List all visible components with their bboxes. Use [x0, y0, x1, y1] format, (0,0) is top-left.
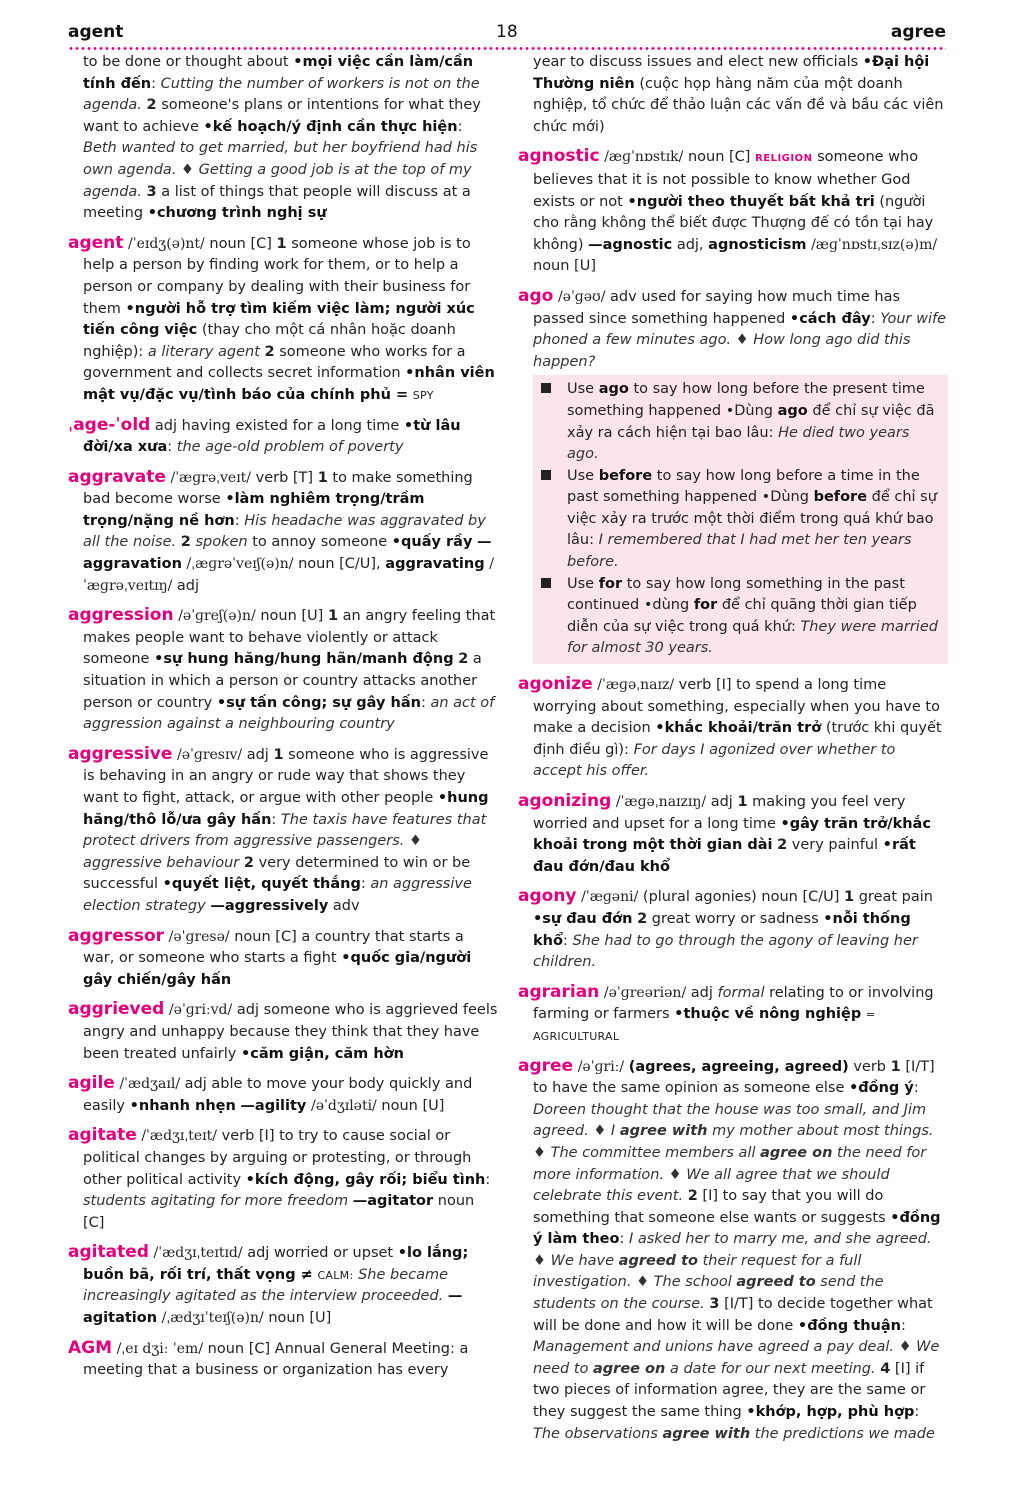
headword: agonizing	[518, 791, 612, 811]
headword: aggravate	[68, 466, 166, 487]
usage-note-item: Use ago to say how long before the present time something happened •Dùng ago để chỉ sự việc đã xảy ra cách hiện tại bao lâu: He died two years ago.	[541, 379, 938, 465]
headword: agitate	[68, 1125, 137, 1146]
left-guide-word: agent	[68, 22, 124, 42]
header-dotted-rule	[68, 47, 946, 50]
entry-agitate: agitate /ˈædʒɪˌteɪt/ verb [I] to try to cause social or political changes by arguing or protesting, or through other political activity •kích động, gây rối; biểu tình: students agitating for more freedom —agitator noun [C]	[68, 1125, 491, 1231]
entry-aggressor: aggressor /əˈɡresə/ noun [C] a country that starts a war, or someone who starts a fight •quốc gia/người gây chiến/gây hấn	[68, 925, 472, 988]
entry-agent: agent /ˈeɪdʒ(ə)nt/ noun [C] 1 someone whose job is to help a person by finding work for them, or to help a person or company by dealing with their business for them •người hỗ trợ tìm kiếm việc làm; người xúc tiến công việc (thay cho một cá nhân hoặc doanh nghiệp): a literary agent 2 someone who works for a government and collects secret information •nhân viên mật vụ/đặc vụ/tình báo của chính phủ = SPY	[68, 232, 495, 403]
headword: agree	[518, 1055, 574, 1076]
right-column	[518, 52, 948, 1453]
entry-agile: agile /ˈædʒaɪl/ adj able to move your body quickly and easily •nhanh nhẹn —agility /əˈdʒɪləti/ noun [U]	[68, 1073, 473, 1114]
right-guide-word: agree	[890, 22, 946, 42]
headword: aggression	[68, 605, 174, 626]
headword: aggrieved	[68, 999, 165, 1020]
entry-ago: ago /əˈɡəʊ/ adv used for saying how much time has passed since something happened •cách đây: Your wife phoned a few minutes ago. ♦ How long ago did this happen?	[518, 285, 947, 370]
entry-agony: agony /ˈæɡəni/ (plural agonies) noun [C/U] 1 great pain •sự đau đớn 2 great worry or sadness •nỗi thống khổ: She had to go through the agony of leaving her children.	[518, 886, 933, 971]
entry-aggression: aggression /əˈɡreʃ(ə)n/ noun [U] 1 an angry feeling that makes people want to behave violently or attack someone •sự hung hăng/hung hãn/manh động 2 a situation in which a person or country attacks another person or country •sự tấn công; sự gây hấn: an act of aggression against a neighbouring country	[68, 605, 496, 733]
subject-label: RELIGION	[755, 153, 813, 165]
page-number: 18	[496, 22, 518, 42]
headword: agony	[518, 886, 577, 907]
entry-agnostic: agnostic /æɡˈnɒstɪk/ noun [C] RELIGION someone who believes that it is not possible to know whether God exists or not •người theo thuyết bất khả tri (người cho rằng không thể biết được Thượng đế có tồn tại hay không) —agnostic adj, agnosticism /æɡˈnɒstɪˌsɪz(ə)m/ noun [U]	[518, 146, 938, 275]
entry-aggressive: aggressive /əˈɡresɪv/ adj 1 someone who is aggressive is behaving in an angry or rude way that shows they want to fight, attack, or argue with other people •hung hăng/thô lỗ/ưa gây hấn: The taxis have features that protect drivers from aggressive passengers. ♦ aggressive behaviour 2 very determined to win or be successful •quyết liệt, quyết thắng: an aggressive election strategy —aggressively adv	[68, 743, 489, 914]
headword: aggressive	[68, 743, 173, 764]
entry-agm-continued: year to discuss issues and elect new officials •Đại hội Thường niên (cuộc họp hàng năm của một doanh nghiệp, tổ chức để thảo luận các vấn đề và bầu các viên chức mới)	[533, 54, 944, 135]
entry-aggravate: aggravate /ˈæɡrəˌveɪt/ verb [T] 1 to make something bad become worse •làm nghiêm trọng/trầm trọng/nặng nề hơn: His headache was aggravated by all the noise. 2 spoken to annoy someone •quấy rầy —aggravation /ˌæɡrəˈveɪʃ(ə)n/ noun [C/U], aggravating /ˈæɡrəˌveɪtɪŋ/ adj	[68, 466, 494, 594]
entry-agitated: agitated /ˈædʒɪˌteɪtɪd/ adj worried or upset •lo lắng; buồn bã, rối trí, thất vọng ≠ CALM: She became increasingly agitated as the interview proceeded. —agitation /ˌædʒɪˈteɪʃ(ə)n/ noun [U]	[68, 1242, 469, 1327]
square-bullet-icon	[541, 578, 551, 588]
entry-age-old: ˌage-ˈold adj having existed for a long time •từ lâu đời/xa xưa: the age-old problem of poverty	[68, 414, 461, 456]
entry-agonizing: agonizing /ˈæɡəˌnaɪzɪŋ/ adj 1 making you feel very worried and upset for a long time •gây trăn trở/khắc khoải trong một thời gian dài 2 very painful •rất đau đớn/đau khổ	[518, 791, 931, 875]
headword: ago	[518, 285, 554, 306]
usage-note-box	[533, 375, 948, 664]
headword: agrarian	[518, 981, 600, 1002]
square-bullet-icon	[541, 470, 551, 480]
square-bullet-icon	[541, 383, 551, 393]
headword: ˌage-ˈold	[68, 414, 151, 435]
page-header	[68, 22, 946, 46]
headword: agnostic	[518, 146, 600, 167]
headword: aggressor	[68, 925, 165, 946]
left-column	[68, 52, 498, 1390]
entry-agree: agree /əˈɡriː/ (agrees, agreeing, agreed) verb 1 [I/T] to have the same opinion as someone else •đồng ý: Doreen thought that the house was too small, and Jim agreed. ♦ I agree with my mother about most things. ♦ The committee members all agree on the need for more information. ♦ We all agree that we should celebrate this event. 2 [I] to say that you will do something that someone else wants or suggests •đồng ý làm theo: I asked her to marry me, and she agreed. ♦ We have agreed to their request for a full investigation. ♦ The school agreed to send the students on the course. 3 [I/T] to decide together what will be done and how it will be done •đồng thuận: Management and unions have agreed a pay deal. ♦ We need to agree on a date for our next meeting. 4 [I] if two pieces of information agree, they are the same or they suggest the same thing •khớp, hợp, phù hợp: The observations agree with the predictions we made	[518, 1055, 941, 1442]
usage-note-item: Use before to say how long before a time in the past something happened •Dùng before để chỉ sự việc xảy ra trước một thời điểm trong quá khứ bao lâu: I remembered that I had met her ten years before.	[541, 466, 938, 574]
usage-note-item: Use for to say how long something in the past continued •dùng for để chỉ quãng thời gian tiếp diễn của sự việc trong quá khứ: They were married for almost 30 years.	[541, 574, 938, 660]
entry-agonize: agonize /ˈæɡəˌnaɪz/ verb [I] to spend a long time worrying about something, especially when you have to make a decision •khắc khoải/trăn trở (trước khi quyết định điều gì): For days I agonized over whether to accept his offer.	[518, 674, 942, 780]
headword: agonize	[518, 674, 593, 695]
headword: AGM	[68, 1337, 113, 1358]
entry-agrarian: agrarian /əˈɡreəriən/ adj formal relating to or involving farming or farmers •thuộc về nông nghiệp = AGRICULTURAL	[518, 981, 934, 1043]
entry-agenda-continued: to be done or thought about •mọi việc cần làm/cần tính đến: Cutting the number of workers is not on the agenda. 2 someone's plans or intentions for what they want to achieve •kế hoạch/ý định cần thực hiện: Beth wanted to get married, but her boyfriend had his own agenda. ♦ Getting a good job is at the top of my agenda. 3 a list of things that people will discuss at a meeting •chương trình nghị sự	[83, 54, 481, 222]
headword: agitated	[68, 1242, 149, 1263]
entry-agm: AGM /ˌeɪ dʒiː ˈem/ noun [C] Annual General Meeting: a meeting that a business or organization has every	[68, 1337, 469, 1379]
entry-aggrieved: aggrieved /əˈɡriːvd/ adj someone who is aggrieved feels angry and unhappy because they think that they have been treated unfairly •căm giận, căm hờn	[68, 999, 498, 1062]
headword: agent	[68, 232, 124, 253]
headword: agile	[68, 1073, 115, 1094]
